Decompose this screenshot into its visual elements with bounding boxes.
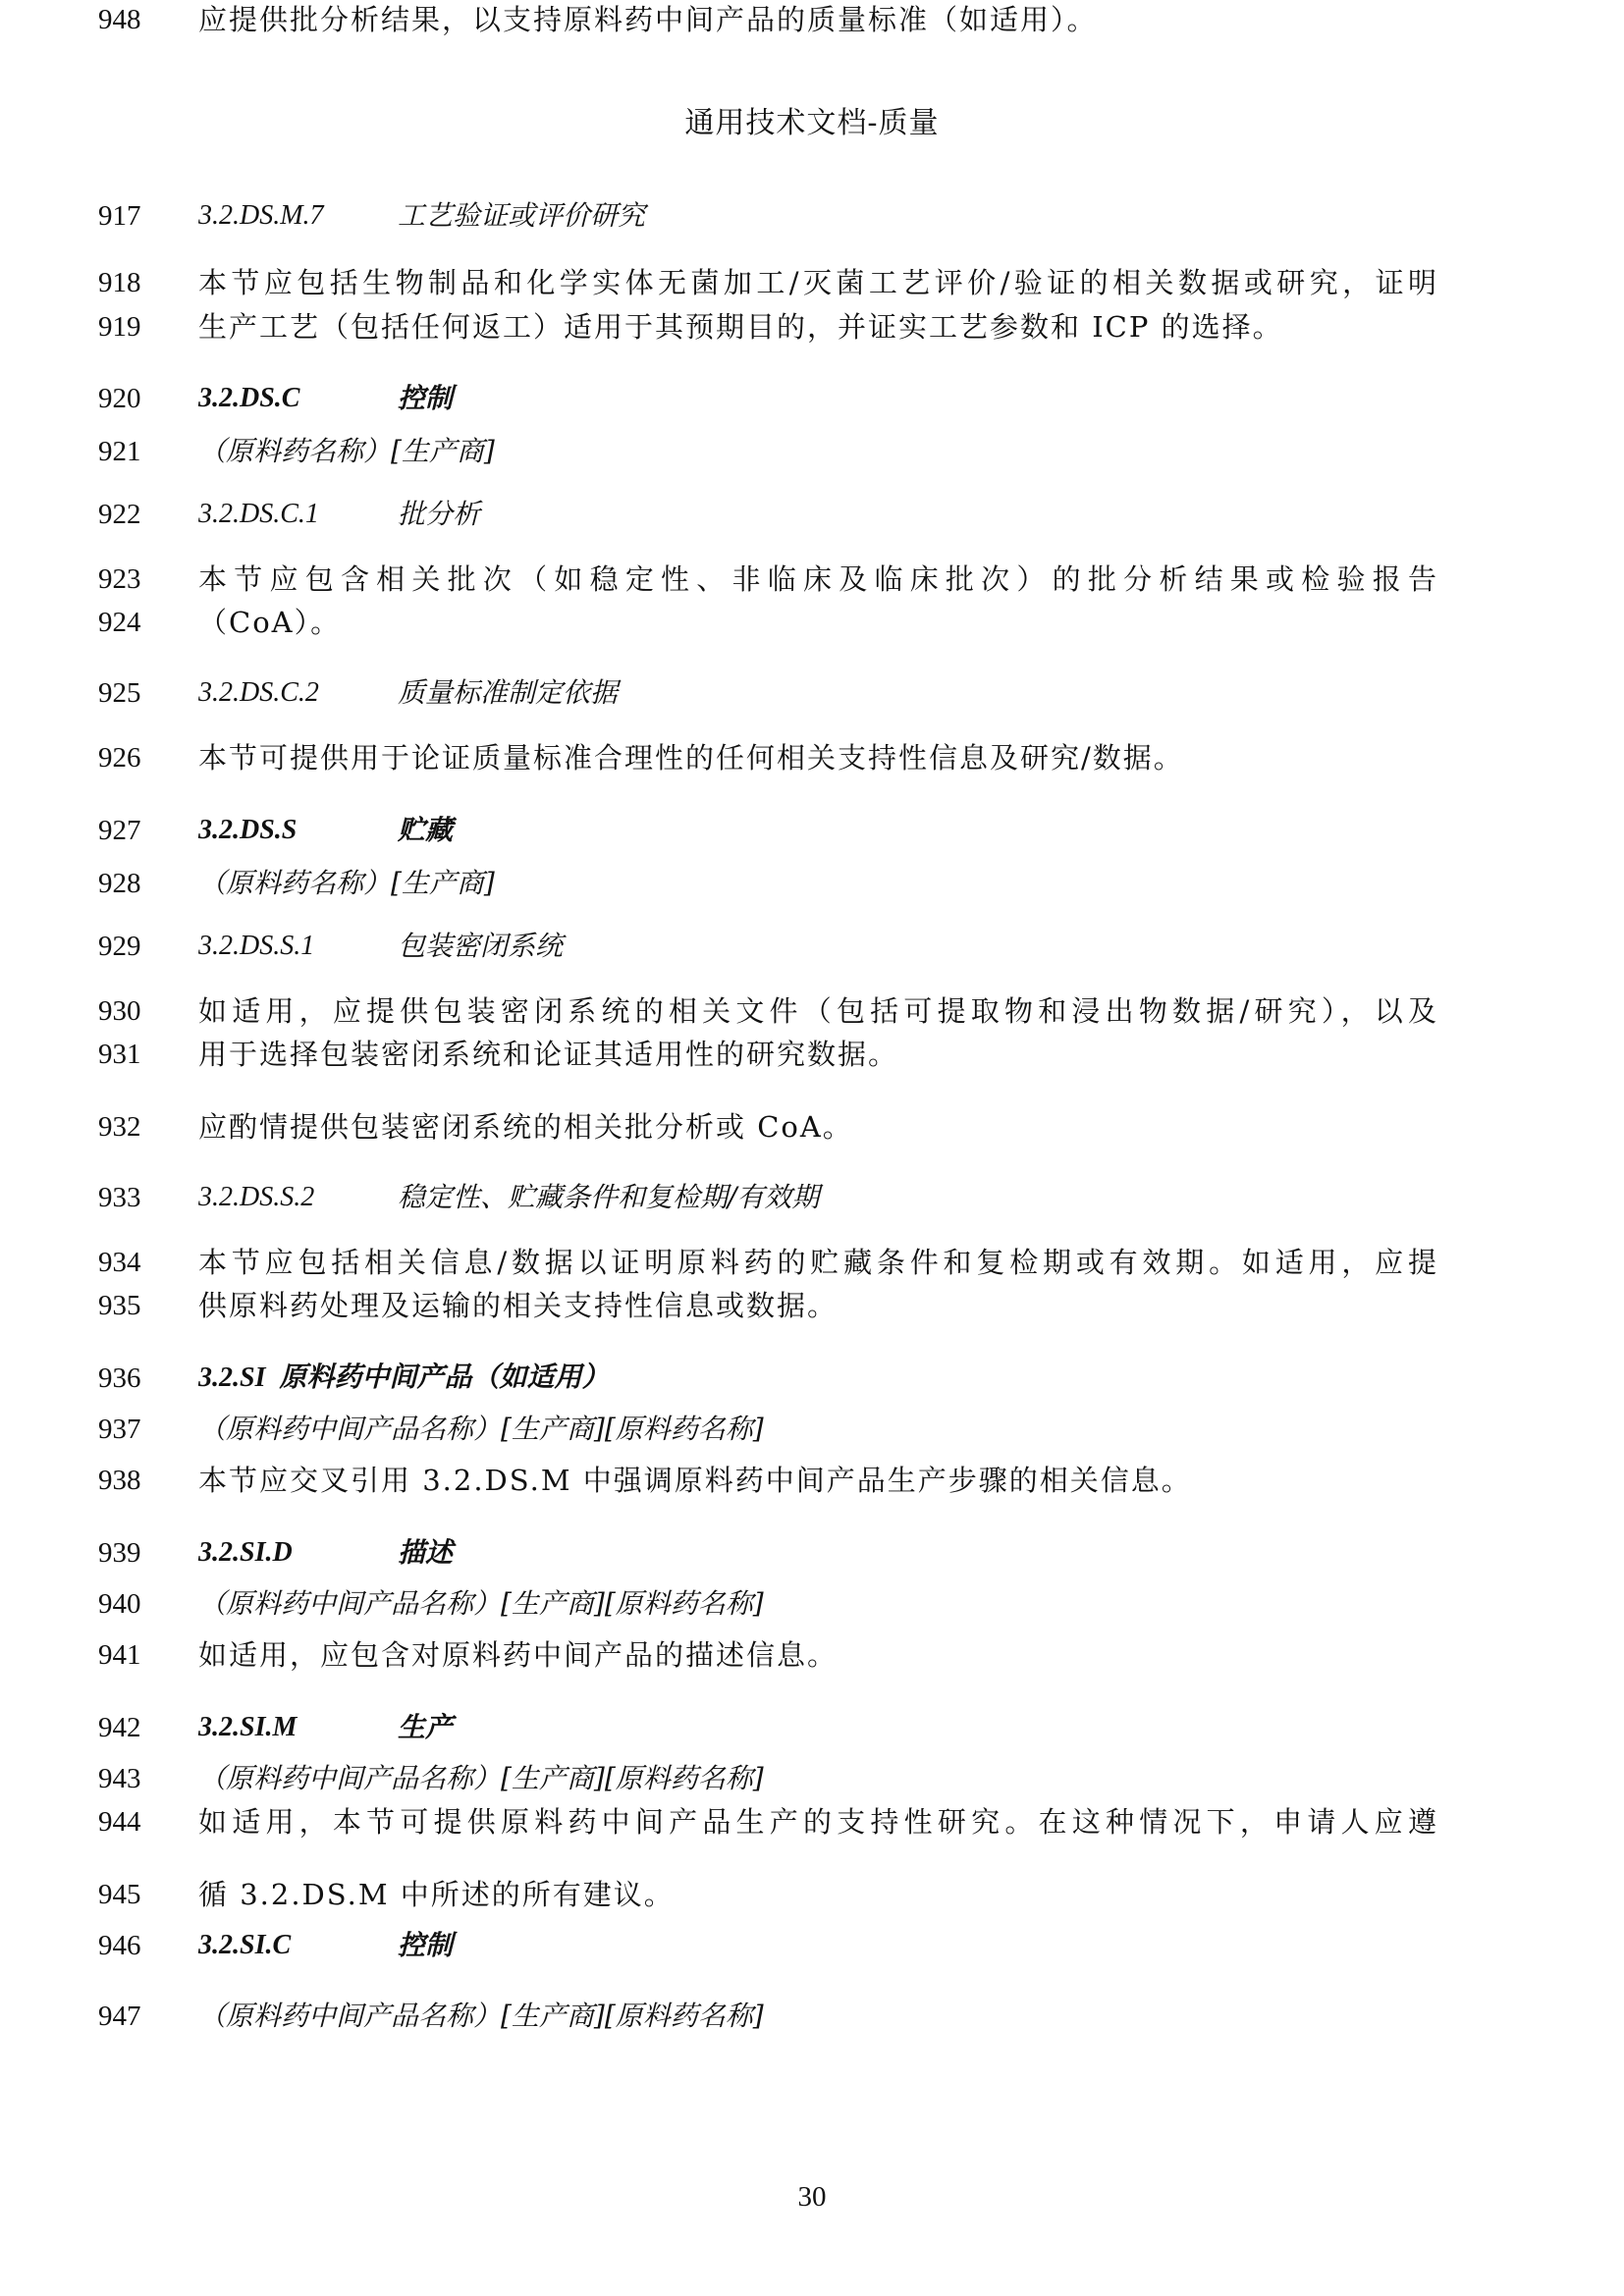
section-code: 3.2.SI 原料药中间产品（如适用） [198,1362,610,1393]
document-line [0,864,1624,903]
document-line [0,1286,1624,1325]
line-number: 931 [98,1039,141,1070]
document-line [0,1178,1624,1217]
document-line [0,1926,1624,1965]
section-code: 3.2.DS.C.2 [198,677,319,708]
line-number: 917 [98,200,141,232]
line-number: 944 [98,1806,141,1838]
line-number: 947 [98,2001,141,2032]
line-number: 935 [98,1290,141,1321]
section-code: 3.2.DS.M.7 [198,200,324,231]
section-title: 质量标准制定依据 [398,676,619,709]
document-line [0,0,1624,39]
document-line [0,1461,1624,1500]
document-line [0,1997,1624,2036]
line-number: 925 [98,677,141,709]
line-number: 943 [98,1763,141,1794]
line-number: 923 [98,563,141,595]
section-code: 3.2.DS.C [198,383,300,413]
line-number: 924 [98,607,141,638]
line-number: 920 [98,383,141,414]
line-number: 922 [98,499,141,530]
section-code: 3.2.DS.S.2 [198,1182,315,1212]
document-line [0,1708,1624,1747]
body-text: 本节应包含相关批次（如稳定性、非临床及临床批次）的批分析结果或检验报告 [198,562,1437,596]
document-line [0,495,1624,534]
line-number: 927 [98,815,141,846]
body-text: 供原料药处理及运输的相关支持性信息或数据。 [198,1289,839,1322]
section-subtitle: （原料药中间产品名称）[生产商][原料药名称] [198,1413,764,1445]
document-line [0,1533,1624,1573]
document-line [0,560,1624,599]
document-line [0,673,1624,713]
line-number: 919 [98,311,141,343]
body-text: 生产工艺（包括任何返工）适用于其预期目的，并证实工艺参数和 ICP 的选择。 [198,310,1283,344]
section-title: 原料药中间产品（如适用） [279,1362,610,1393]
line-number: 936 [98,1362,141,1394]
document-line [0,603,1624,642]
body-text: 如适用，应包含对原料药中间产品的描述信息。 [198,1638,839,1672]
document-line [0,1635,1624,1675]
line-number: 946 [98,1930,141,1961]
body-text: 如适用，本节可提供原料药中间产品生产的支持性研究。在这种情况下，申请人应遵 [198,1805,1437,1839]
body-text: 本节应包括相关信息/数据以证明原料药的贮藏条件和复检期或有效期。如适用，应提 [198,1246,1437,1279]
document-line [0,1584,1624,1624]
section-title: 描述 [398,1536,454,1569]
document-line [0,307,1624,347]
section-title: 批分析 [398,498,481,530]
body-text: 应酌情提供包装密闭系统的相关批分析或 CoA。 [198,1110,853,1144]
section-title: 工艺验证或评价研究 [398,199,646,232]
section-code: 3.2.SI.C [198,1930,292,1960]
section-title: 控制 [398,382,454,414]
section-code: 3.2.SI.D [198,1537,293,1568]
section-code: 3.2.SI.M [198,1712,298,1742]
document-line [0,379,1624,418]
page-number: 30 [797,2181,827,2213]
line-number: 921 [98,436,141,467]
section-title: 包装密闭系统 [398,930,564,962]
document-line [0,1875,1624,1914]
body-text: 如适用，应提供包装密闭系统的相关文件（包括可提取物和浸出物数据/研究），以及 [198,994,1437,1028]
document-line [0,927,1624,966]
body-text: 应提供批分析结果，以支持原料药中间产品的质量标准（如适用）。 [198,3,1098,36]
line-number: 928 [98,868,141,899]
section-title: 稳定性、贮藏条件和复检期/有效期 [398,1181,820,1213]
line-number: 940 [98,1588,141,1620]
line-number: 942 [98,1712,141,1743]
document-line [0,991,1624,1031]
line-number: 932 [98,1111,141,1143]
line-number: 933 [98,1182,141,1213]
document-line [0,1759,1624,1798]
document-line [0,1035,1624,1074]
line-number: 929 [98,931,141,962]
line-number: 918 [98,267,141,298]
document-line [0,263,1624,302]
section-title: 控制 [398,1929,454,1961]
body-text: 本节可提供用于论证质量标准合理性的任何相关支持性信息及研究/数据。 [198,741,1184,774]
section-title: 生产 [398,1711,454,1743]
section-subtitle: （原料药名称）[生产商] [198,435,495,467]
document-line [0,811,1624,850]
line-number: 934 [98,1247,141,1278]
line-number: 938 [98,1465,141,1496]
section-subtitle: （原料药中间产品名称）[生产商][原料药名称] [198,1762,764,1794]
section-code: 3.2.DS.S [198,815,298,845]
section-code: 3.2.DS.C.1 [198,499,319,529]
line-number: 948 [98,4,141,35]
line-number: 939 [98,1537,141,1569]
line-number: 945 [98,1879,141,1910]
document-line [0,432,1624,471]
section-title: 贮藏 [398,814,454,846]
document-line [0,1107,1624,1147]
body-text: 本节应包括生物制品和化学实体无菌加工/灭菌工艺评价/验证的相关数据或研究，证明 [198,266,1437,299]
document-line [0,1359,1624,1398]
body-text: 循 3.2.DS.M 中所述的所有建议。 [198,1878,675,1911]
body-text: 用于选择包装密闭系统和论证其适用性的研究数据。 [198,1038,899,1071]
page-header: 通用技术文档-质量 [684,106,940,140]
section-subtitle: （原料药中间产品名称）[生产商][原料药名称] [198,1587,764,1620]
section-subtitle: （原料药名称）[生产商] [198,867,495,899]
body-text: （CoA）。 [198,606,342,639]
document-line [0,1802,1624,1842]
document-line [0,1410,1624,1449]
line-number: 937 [98,1414,141,1445]
section-subtitle: （原料药中间产品名称）[生产商][原料药名称] [198,2000,764,2032]
document-line [0,196,1624,236]
line-number: 930 [98,995,141,1027]
line-number: 941 [98,1639,141,1671]
document-line [0,1243,1624,1282]
section-code: 3.2.DS.S.1 [198,931,315,961]
body-text: 本节应交叉引用 3.2.DS.M 中强调原料药中间产品生产步骤的相关信息。 [198,1464,1192,1497]
document-line [0,738,1624,777]
line-number: 926 [98,742,141,774]
